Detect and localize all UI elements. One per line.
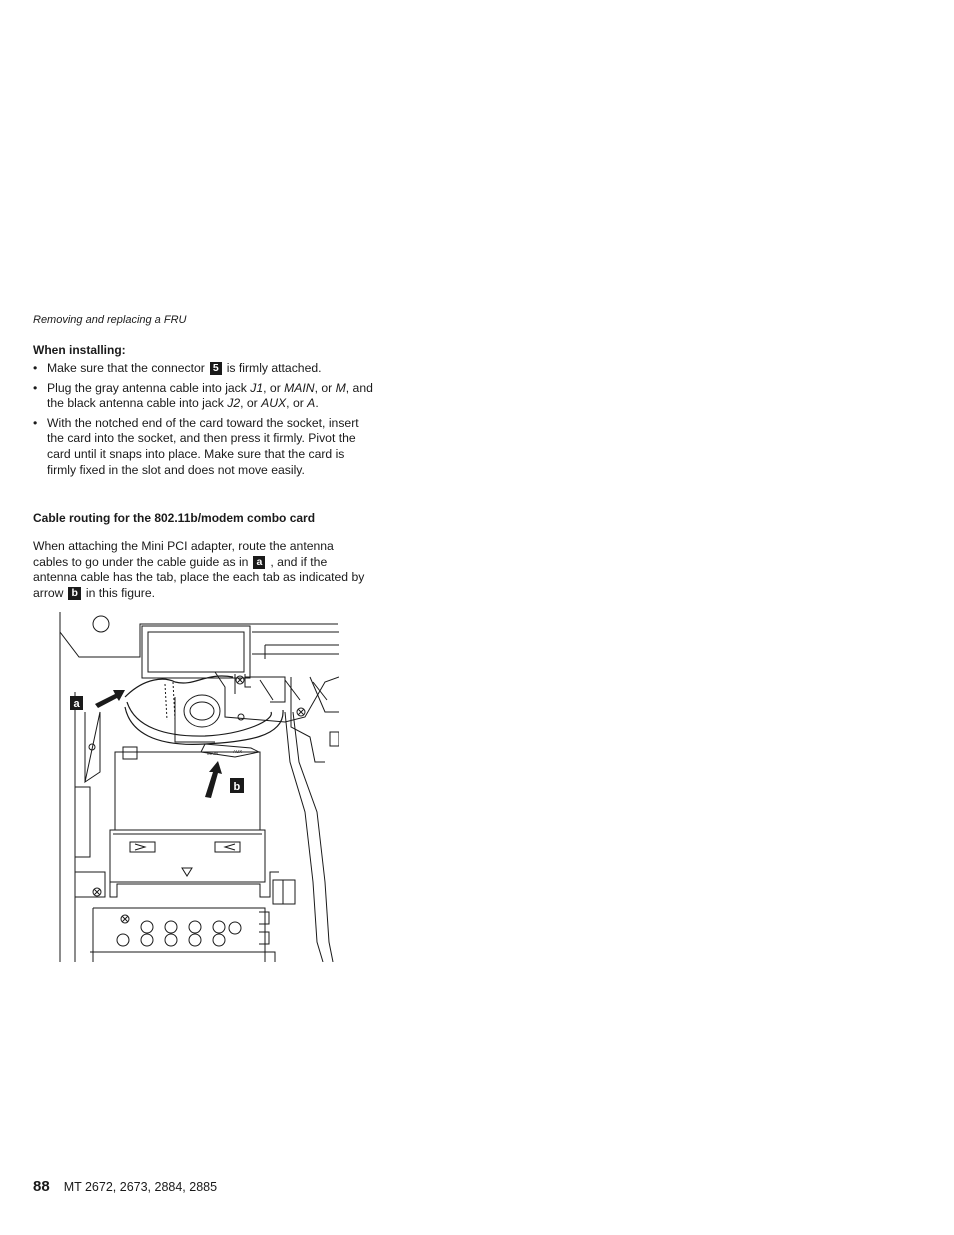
cable-routing-paragraph: When attaching the Mini PCI adapter, route the antenna cables to go under the cable guide as in a , and if the antenna cable has the tab, place the each tab as indicated by arrow b in this figure. (33, 539, 365, 600)
list-item: • Make sure that the connector 5 is firmly attached. (33, 361, 322, 375)
figure-callout-b: b (233, 781, 241, 793)
section-heading-cable-routing: Cable routing for the 802.11b/modem combo card (33, 511, 316, 525)
screw-hole-icon (93, 616, 109, 632)
antenna-tab-label: AUX (233, 749, 243, 754)
installing-bullet-list (33, 361, 373, 482)
arrow-b-icon (205, 761, 222, 798)
list-item: • With the notched end of the card toward the socket, insert the card into the socket, and then press it firmly. Pivot the card until it snaps into place. Make sure that the card is firmly fixed in the slot and does not move easily. (33, 415, 359, 477)
page-number: 88 (33, 1178, 50, 1195)
list-item: • Plug the gray antenna cable into jack J1, or MAIN, or M, and the black antenna cable into jack J2, or AUX, or A. (33, 380, 373, 411)
page-footer (33, 1178, 217, 1195)
callout-a: a (253, 556, 265, 569)
model-numbers: MT 2672, 2673, 2884, 2885 (63, 1180, 218, 1194)
section-heading-installing: When installing: (33, 343, 126, 357)
antenna-tab-label: MAIN (207, 751, 219, 756)
bullet-dot: • (33, 380, 38, 395)
callout-b: b (68, 587, 80, 600)
running-header: Removing and replacing a FRU (33, 314, 187, 326)
bullet-dot: • (33, 361, 38, 375)
arrow-a-icon (95, 690, 125, 708)
bullet-dot: • (33, 415, 38, 430)
figure-callout-a: a (73, 698, 80, 710)
cable-routing-figure (55, 612, 339, 962)
callout-5: 5 (210, 362, 222, 375)
